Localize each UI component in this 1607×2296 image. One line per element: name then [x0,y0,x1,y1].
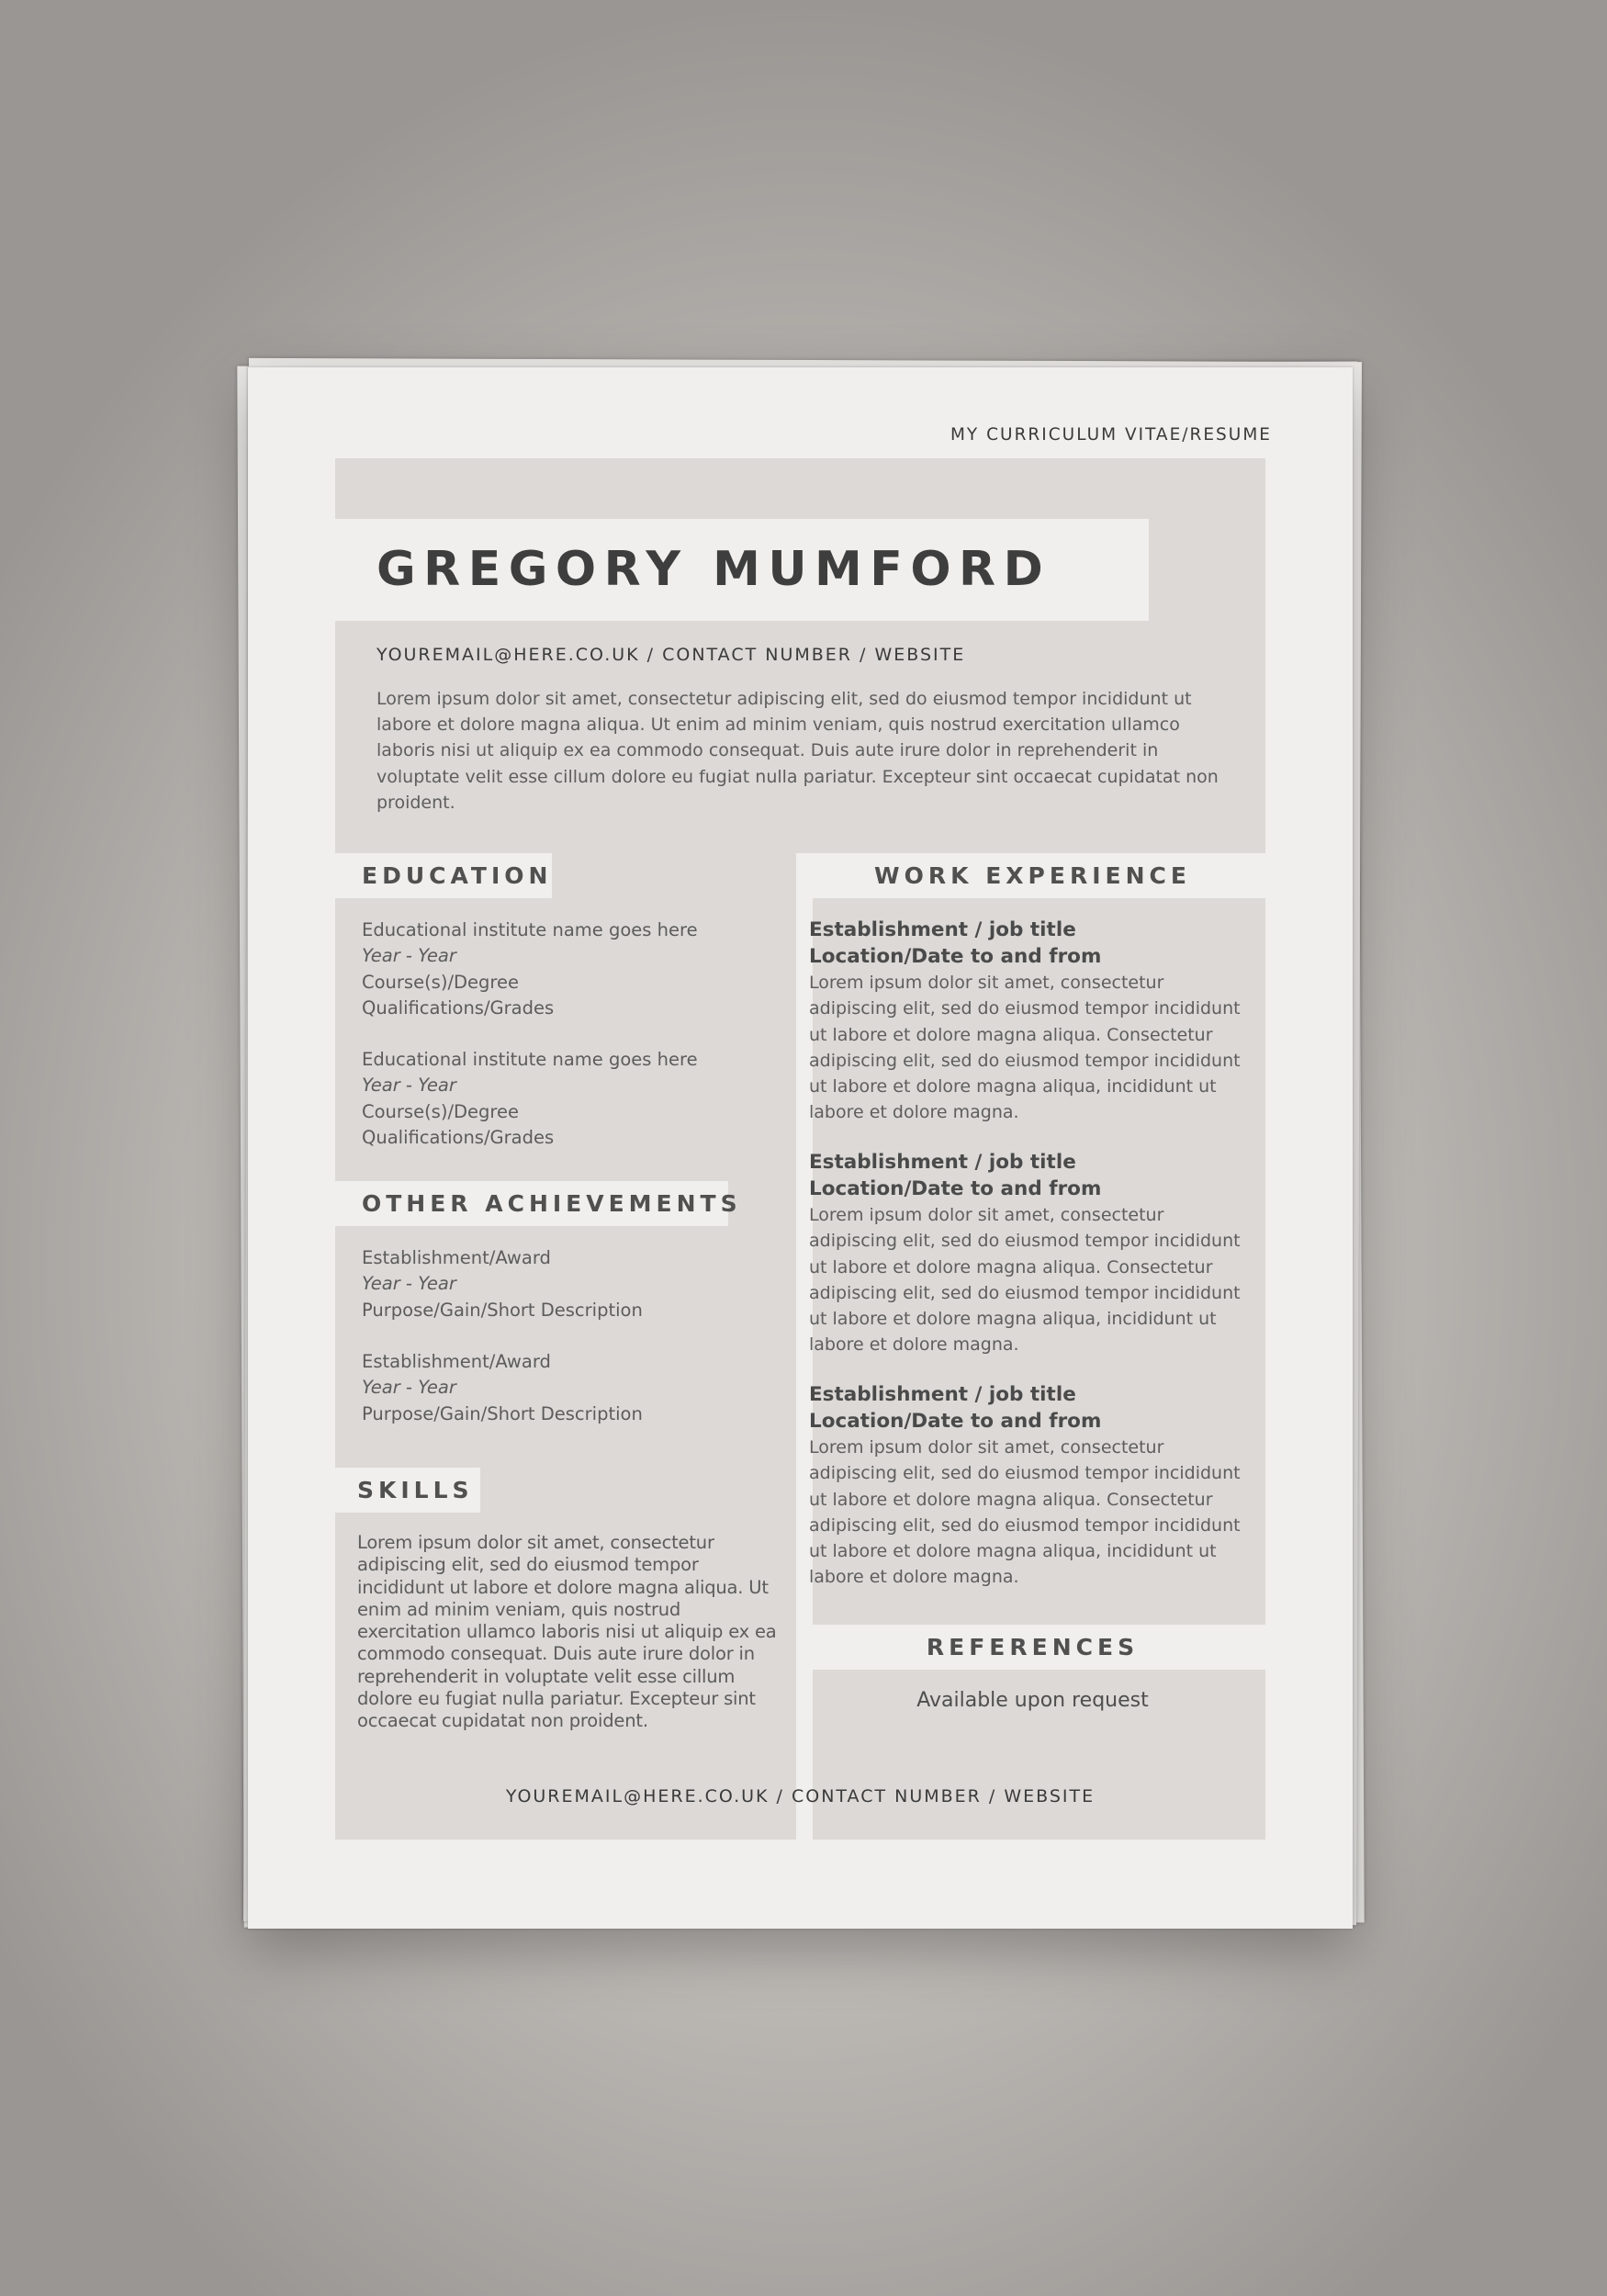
education-heading-text: EDUCATION [362,862,553,889]
education-institute: Educational institute name goes here [362,1049,698,1070]
job-location-dates: Location/Date to and from [809,944,1102,968]
achievement-description: Purpose/Gain/Short Description [362,1299,643,1321]
references-heading-text: REFERENCES [926,1634,1140,1660]
contact-line: YOUREMAIL@HERE.CO.UK / CONTACT NUMBER / WEBSITE [376,645,966,665]
skills-text: Lorem ipsum dolor sit amet, consectetur adipiscing elit, sed do eiusmod tempor incididunt ut labore et dolore magna aliqua. Ut enim ad minim veniam, quis nostrud exercitation ullamco laboris nisi ut aliquip ex ea commodo consequat. Duis aute irure dolor in reprehenderit in voluptate velit esse cillum dolore eu fugiat nulla pariatur. Excepteur sint occaecat cupidatat non proident. [357,1532,777,1732]
education-institute: Educational institute name goes here [362,919,698,940]
footer-contact-line: YOUREMAIL@HERE.CO.UK / CONTACT NUMBER / WEBSITE [505,1786,1096,1806]
job-description: Lorem ipsum dolor sit amet, consectetur adipiscing elit, sed do eiusmod tempor incididunt ut labore et dolore magna aliqua. Consectetur adipiscing elit, sed do eiusmod tempor incididunt ut labore et dolore magna aliqua, incididunt ut labore et dolore magna. [809,1437,1241,1588]
achievement-years: Year - Year [362,1377,456,1399]
education-course: Course(s)/Degree [362,1100,519,1122]
education-heading [335,853,552,898]
achievement-award: Establishment/Award [362,1351,551,1372]
job-entry [809,917,1250,1126]
job-title: Establishment / job title [809,1383,1076,1406]
job-title: Establishment / job title [809,918,1076,941]
education-entry [362,917,698,1022]
education-entry [362,1047,698,1152]
candidate-name: GREGORY MUMFORD [376,542,1051,597]
education-grades: Qualifications/Grades [362,1127,555,1149]
achievements-heading-text: OTHER ACHIEVEMENTS [362,1190,742,1217]
job-entry [809,1150,1250,1358]
work-experience-heading-text: WORK EXPERIENCE [874,862,1191,889]
work-experience-heading [800,853,1265,898]
job-location-dates: Location/Date to and from [809,1176,1102,1200]
references-heading [800,1625,1265,1670]
skills-heading [335,1468,480,1513]
education-years: Year - Year [362,945,456,967]
education-grades: Qualifications/Grades [362,997,555,1019]
profile-summary: Lorem ipsum dolor sit amet, consectetur adipiscing elit, sed do eiusmod tempor incididunt ut labore et dolore magna aliqua. Ut enim ad minim veniam, quis nostrud exercitation ullamco laboris nisi ut aliquip ex ea commodo consequat. Duis aute irure dolor in reprehenderit in voluptate velit esse cillum dolore eu fugiat nulla pariatur. Excepteur sint occaecat cupidatat non proident. [376,689,1219,813]
skills-heading-text: SKILLS [357,1477,474,1503]
job-location-dates: Location/Date to and from [809,1409,1102,1433]
education-course: Course(s)/Degree [362,971,519,993]
job-description: Lorem ipsum dolor sit amet, consectetur adipiscing elit, sed do eiusmod tempor incididunt ut labore et dolore magna aliqua. Consectetur adipiscing elit, sed do eiusmod tempor incididunt ut labore et dolore magna aliqua, incididunt ut labore et dolore magna. [809,973,1241,1123]
job-entry [809,1382,1250,1591]
achievement-entry [362,1245,643,1323]
achievement-award: Establishment/Award [362,1247,551,1268]
job-title: Establishment / job title [809,1151,1076,1174]
achievement-description: Purpose/Gain/Short Description [362,1402,643,1424]
job-description: Lorem ipsum dolor sit amet, consectetur adipiscing elit, sed do eiusmod tempor incididunt ut labore et dolore magna aliqua. Consectetur adipiscing elit, sed do eiusmod tempor incididunt ut labore et dolore magna aliqua, incididunt ut labore et dolore magna. [809,1205,1241,1356]
achievement-entry [362,1349,643,1427]
education-years: Year - Year [362,1075,456,1097]
name-band [335,519,1149,621]
references-text: Available upon request [916,1689,1149,1712]
achievement-years: Year - Year [362,1273,456,1295]
achievements-heading [335,1181,742,1226]
resume-page [248,367,1353,1929]
document-type-label: MY CURRICULUM VITAE/RESUME [950,425,1272,445]
